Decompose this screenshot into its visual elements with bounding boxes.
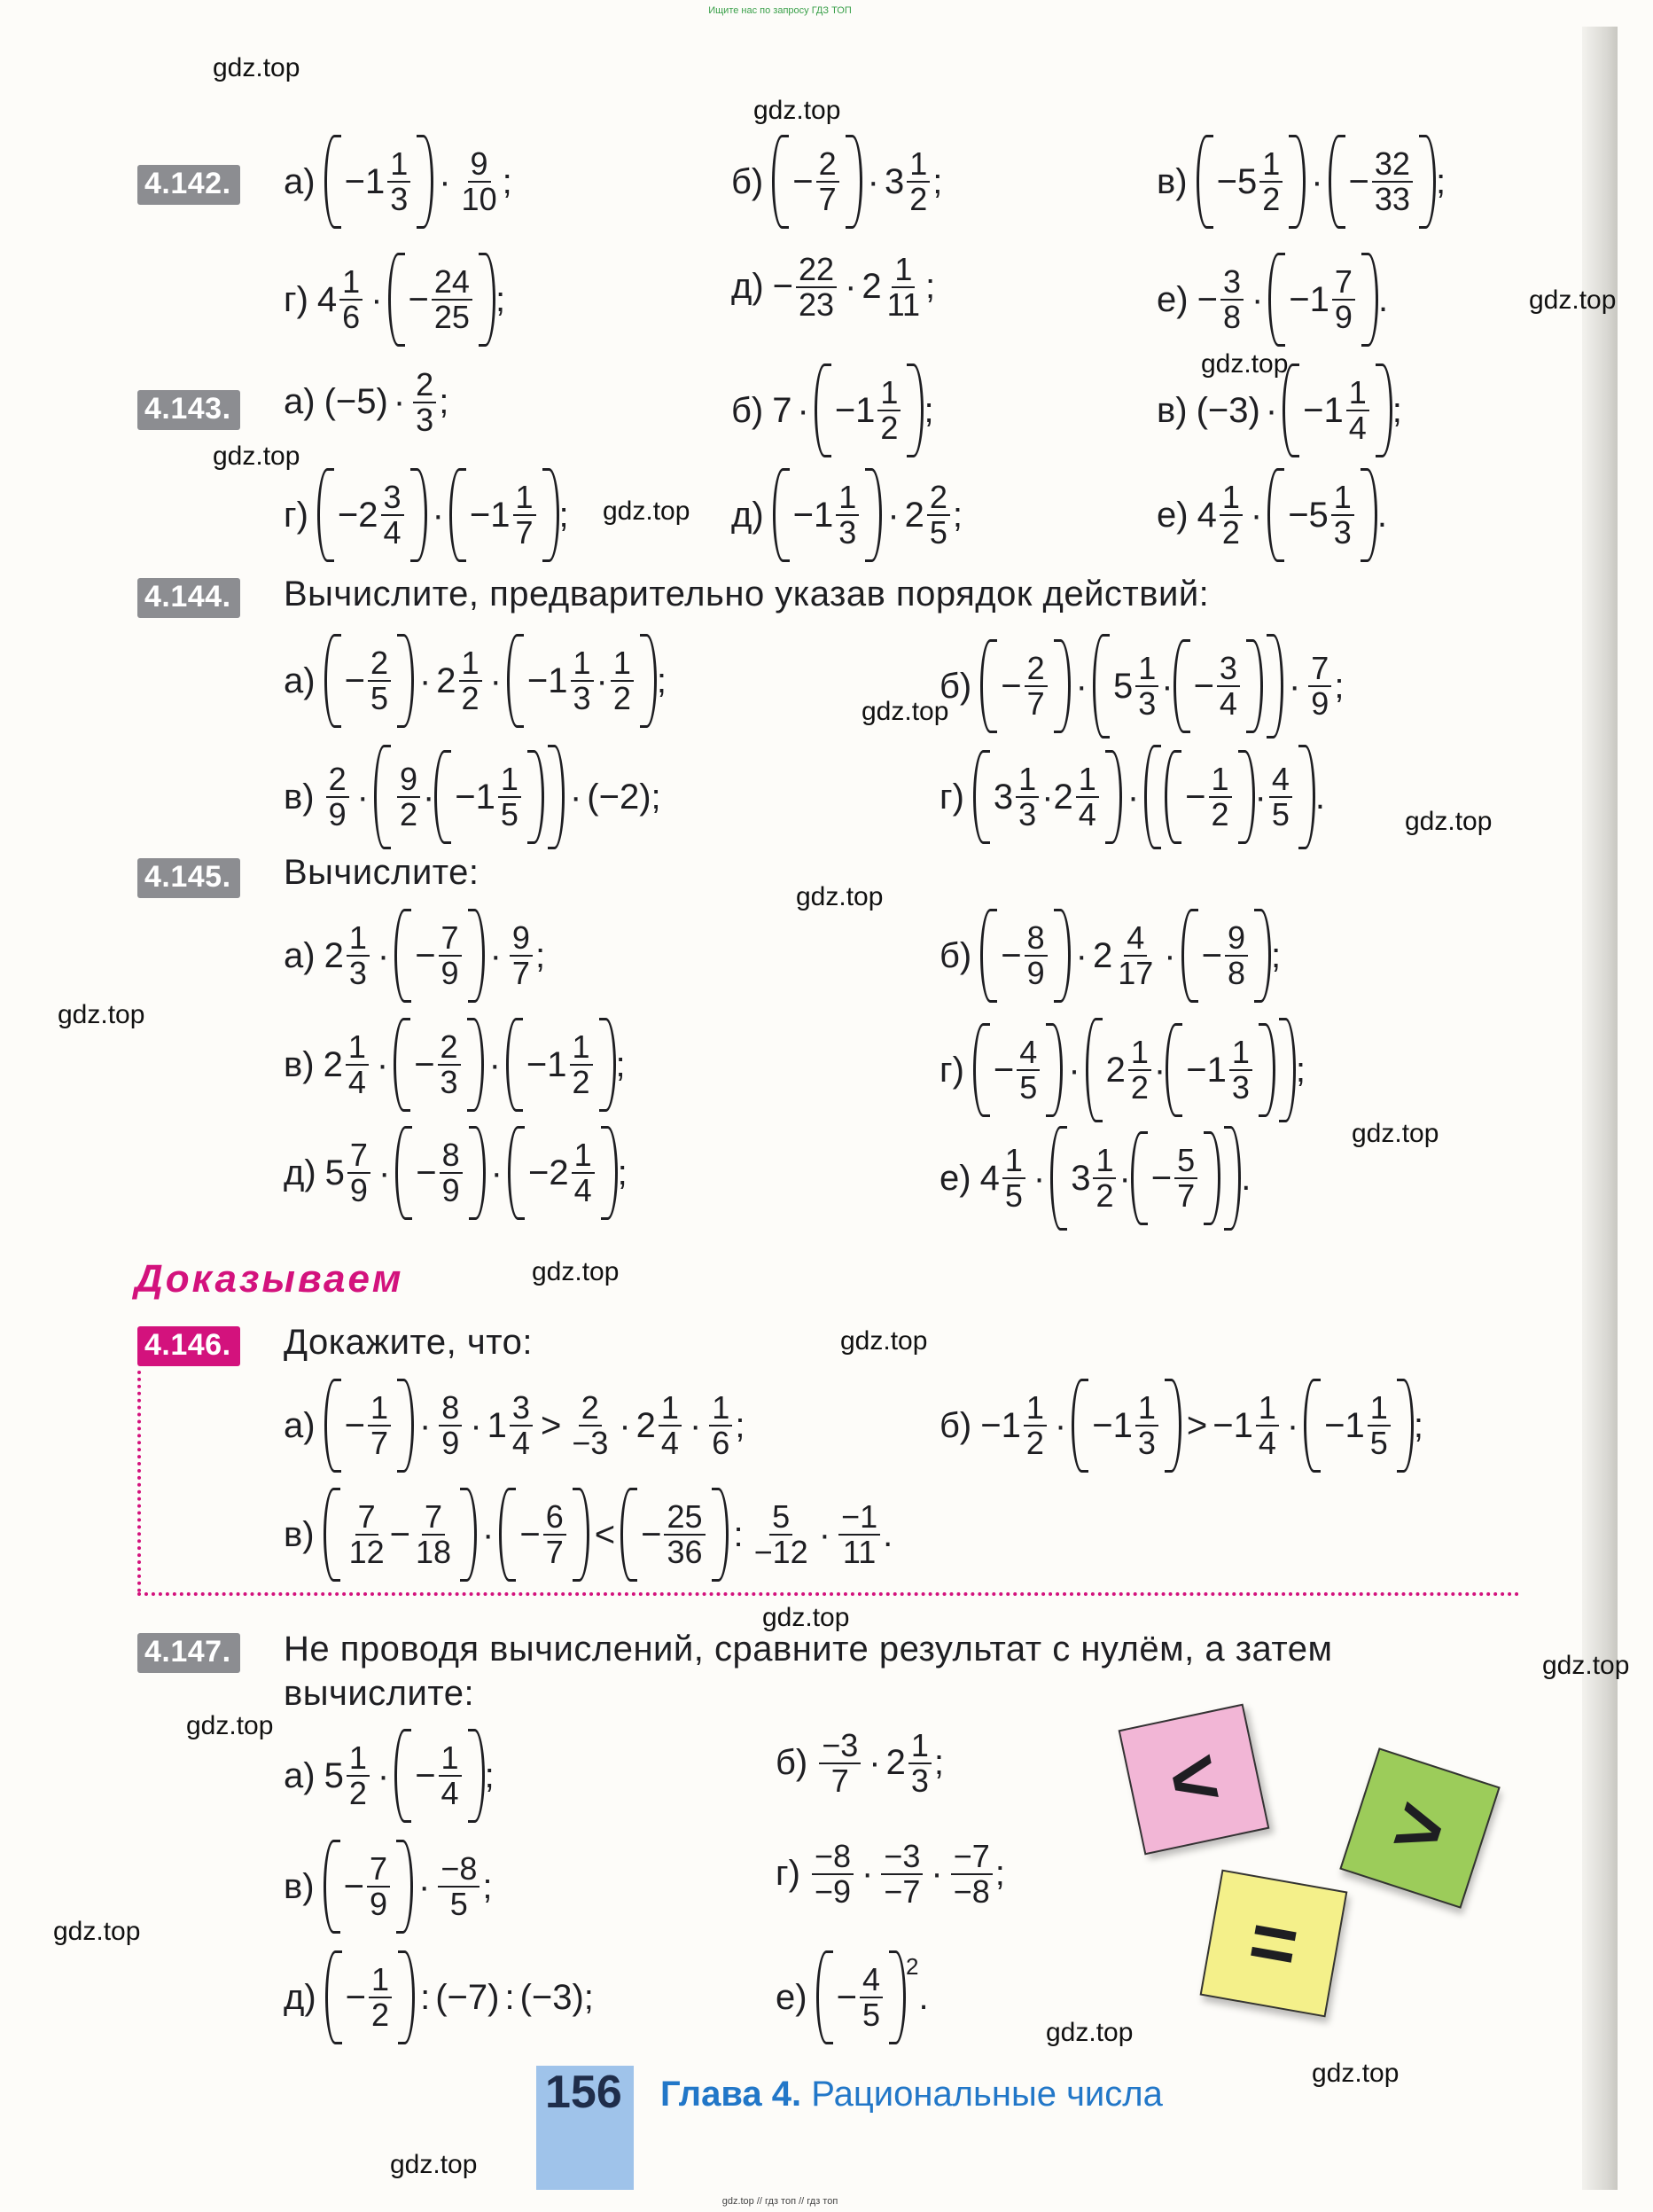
expr-143v: в) (−3) · −1 $\frac{1}{4}$ ;: [1157, 363, 1402, 457]
exercise-text: Вычислите, предварительно указав порядок действий:: [284, 574, 1210, 614]
expr-143a: а) (−5) · $\frac{2}{3}$ ;: [284, 366, 449, 438]
watermark: gdz.top: [213, 53, 300, 82]
card-greater: >: [1339, 1747, 1500, 1908]
expr-146a: а) − $\frac{1}{7}$ · $\frac{8}{9}$ · 1 $\frac{3}{4}$ > $\frac{2}{-3}$ · 2 $\frac{1}{4}$ · $\frac{1}{6}$ ;: [284, 1379, 745, 1473]
page-edge-shadow: [1582, 27, 1618, 2190]
exercise-number: 4.147.: [137, 1633, 240, 1673]
card-less: <: [1119, 1704, 1270, 1856]
watermark: gdz.top: [390, 2150, 478, 2179]
exercise-text: Не проводя вычислений, сравните результат с нулём, а затем: [284, 1630, 1333, 1669]
expr-145v: в) 2 $\frac{1}{4}$ · − $\frac{2}{3}$ · −1 $\frac{1}{2}$ ;: [284, 1018, 626, 1112]
expr-143d: д) −1 $\frac{1}{3}$ · 2 $\frac{2}{5}$ ;: [731, 468, 963, 562]
expr-142a: а) −1 $\frac{1}{3}$ · $\frac{9}{10}$ ;: [284, 135, 512, 229]
expr-145a: а) 2 $\frac{1}{3}$ · − $\frac{7}{9}$ · $\frac{9}{7}$ ;: [284, 909, 545, 1003]
expr-145b: б) − $\frac{8}{9}$ · 2 $\frac{4}{17}$ · − $\frac{9}{8}$ ;: [940, 909, 1281, 1003]
expr-147b: б) $\frac{-3}{7}$ · 2 $\frac{1}{3}$ ;: [776, 1727, 945, 1799]
expr-142g: г) 4 $\frac{1}{6}$ · − $\frac{24}{25}$ ;: [284, 253, 505, 347]
exercise-number: 4.142.: [137, 165, 240, 205]
watermark: gdz.top: [186, 1711, 274, 1740]
expr-142e: е) − $\frac{3}{8}$ · −1 $\frac{7}{9}$ .: [1157, 253, 1388, 347]
expr-147e: е) − $\frac{4}{5}$ $^2$ .: [776, 1950, 929, 2044]
expr-145d: д) 5 $\frac{7}{9}$ · − $\frac{8}{9}$ · −2 $\frac{1}{4}$ ;: [284, 1126, 628, 1220]
chapter-title: Глава 4. Рациональные числа: [660, 2075, 1163, 2114]
dotted-border: [137, 1592, 1520, 1596]
watermark: gdz.top: [862, 697, 949, 726]
card-equal: =: [1200, 1870, 1348, 2018]
exercise-text: Вычислите:: [284, 853, 480, 892]
top-note: Ищите нас по запросу ГДЗ ТОП: [708, 5, 852, 16]
watermark: gdz.top: [1542, 1651, 1630, 1680]
expr-143b: б) 7 · −1 $\frac{1}{2}$ ;: [731, 363, 934, 457]
expr-144a: а) − $\frac{2}{5}$ · 2 $\frac{1}{2}$ · −1 $\frac{1}{3}$ · $\frac{1}{2}$ ;: [284, 634, 667, 728]
expr-147d: д) − $\frac{1}{2}$ : (−7) : (−3);: [284, 1950, 594, 2044]
watermark: gdz.top: [1529, 285, 1617, 315]
exercise-number: 4.144.: [137, 578, 240, 618]
watermark: gdz.top: [762, 1603, 850, 1632]
expr-144v: в) $\frac{2}{9}$ · $\frac{9}{2}$ · −1 $\frac{1}{5}$ · (−2);: [284, 745, 661, 849]
expr-143g: г) −2 $\frac{3}{4}$ · −1 $\frac{1}{7}$ ;: [284, 468, 569, 562]
watermark: gdz.top: [840, 1326, 928, 1356]
expr-145g: г) − $\frac{4}{5}$ · 2 $\frac{1}{2}$ · −1 $\frac{1}{3}$ ;: [940, 1018, 1306, 1122]
expr-142b: б) − $\frac{2}{7}$ · 3 $\frac{1}{2}$ ;: [731, 135, 942, 229]
watermark: gdz.top: [53, 1917, 141, 1946]
exercise-number: 4.145.: [137, 858, 240, 898]
dotted-border: [137, 1371, 141, 1592]
exercise-text: вычислите:: [284, 1674, 475, 1713]
watermark: gdz.top: [1046, 2018, 1134, 2047]
watermark: gdz.top: [213, 442, 300, 471]
watermark: gdz.top: [1201, 349, 1289, 379]
expr-146v: в) $\frac{7}{12}$ − $\frac{7}{18}$ · − $\frac{6}{7}$ < − $\frac{25}{36}$ : $\frac{5}{-12}$ · $\frac{-1}{11}$ .: [284, 1488, 893, 1582]
watermark: gdz.top: [796, 882, 884, 911]
expr-147a: а) 5 $\frac{1}{2}$ · − $\frac{1}{4}$ ;: [284, 1729, 495, 1823]
watermark: gdz.top: [1405, 807, 1493, 836]
section-heading: Доказываем: [135, 1257, 404, 1301]
watermark: gdz.top: [753, 96, 841, 125]
page-number: 156: [545, 2067, 622, 2118]
expr-145e: е) 4 $\frac{1}{5}$ · 3 $\frac{1}{2}$ · − $\frac{5}{7}$ .: [940, 1126, 1251, 1231]
expr-147g: г) $\frac{-8}{-9}$ · $\frac{-3}{-7}$ · $\frac{-7}{-8}$ ;: [776, 1838, 1005, 1910]
exercise-text: Докажите, что:: [284, 1323, 533, 1362]
expr-147v: в) − $\frac{7}{9}$ · $\frac{-8}{5}$ ;: [284, 1840, 492, 1934]
expr-144g: г) 3 $\frac{1}{3}$ ·2 $\frac{1}{4}$ · − $\frac{1}{2}$ · $\frac{4}{5}$ .: [940, 745, 1325, 849]
bottom-note: gdz.top // гдз топ // гдз топ: [721, 2196, 838, 2207]
exercise-number: 4.146.: [137, 1326, 240, 1366]
watermark: gdz.top: [58, 1000, 145, 1029]
exercise-number: 4.143.: [137, 390, 240, 430]
expr-143e: е) 4 $\frac{1}{2}$ · −5 $\frac{1}{3}$ .: [1157, 468, 1387, 562]
watermark: gdz.top: [603, 496, 690, 526]
watermark: gdz.top: [532, 1257, 620, 1286]
watermark: gdz.top: [1312, 2059, 1400, 2088]
expr-142v: в) −5 $\frac{1}{2}$ · − $\frac{32}{33}$ ;: [1157, 135, 1446, 229]
watermark: gdz.top: [1352, 1119, 1439, 1148]
expr-146b: б) −1 $\frac{1}{2}$ · −1 $\frac{1}{3}$ > −1 $\frac{1}{4}$ · −1 $\frac{1}{5}$ ;: [940, 1379, 1423, 1473]
expr-144b: б) − $\frac{2}{7}$ · 5 $\frac{1}{3}$ · − $\frac{3}{4}$ · $\frac{7}{9}$ ;: [940, 634, 1344, 739]
expr-142d: д) − $\frac{22}{23}$ · 2 $\frac{1}{11}$ ;: [731, 251, 936, 323]
